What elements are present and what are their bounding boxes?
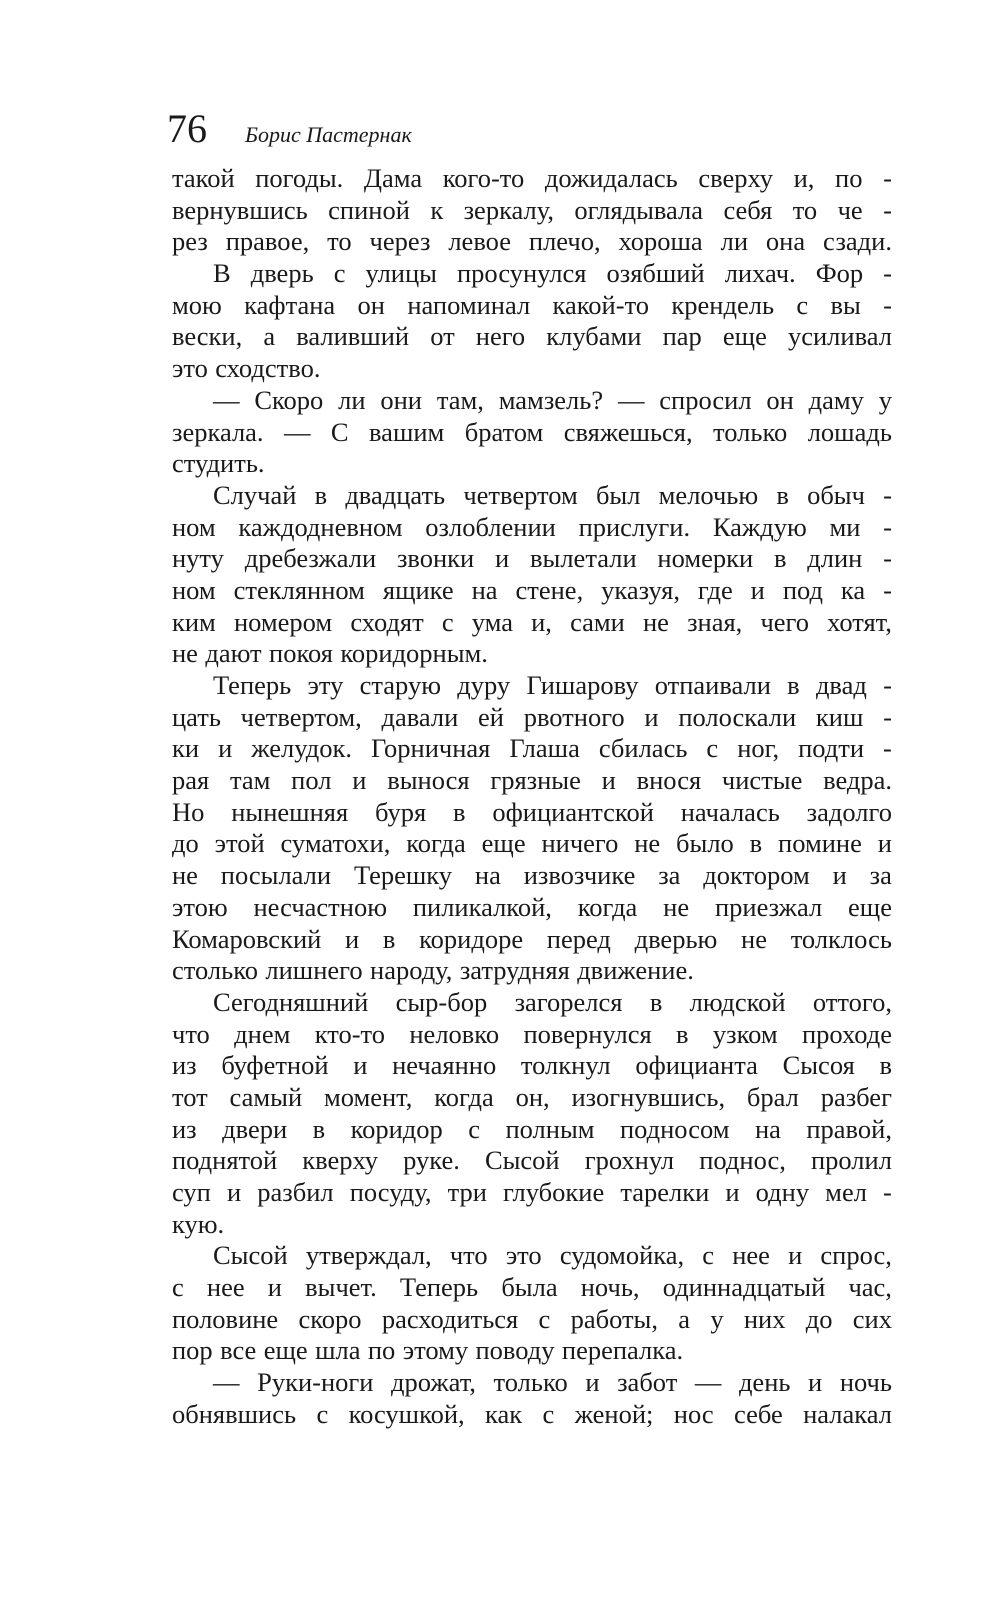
text-line: не дают покоя коридорным. [172, 638, 488, 669]
text-line: это сходство. [172, 353, 321, 384]
text-line: вернувшись спиной к зеркалу, оглядывала себя то че - [172, 194, 892, 225]
text-line: нуту дребезжали звонки и вылетали номерки в длин - [172, 543, 892, 574]
text-line: с нее и вычет. Теперь была ночь, одиннадцатый час, [172, 1272, 892, 1303]
text-line: суп и разбил посуду, три глубокие тарелки и одну мел - [172, 1177, 892, 1207]
page-number: 76 [167, 106, 207, 151]
body-text [172, 163, 892, 1431]
text-line: до этой суматохи, когда еще ничего не было в помине и [172, 828, 892, 859]
page-header [167, 104, 412, 154]
text-line: В дверь с улицы просунулся озябший лихач. Фор - [213, 258, 892, 289]
text-line: половине скоро расходиться с работы, а у них до сих [172, 1303, 892, 1334]
text-line: что днем кто-то неловко повернулся в узком проходе [172, 1018, 892, 1049]
text-line: не посылали Терешку на извозчике за доктором и за [172, 860, 892, 891]
text-line: студить. [172, 448, 265, 479]
text-line: ки и желудок. Горничная Глаша сбилась с ног, подти - [172, 733, 892, 764]
text-line: пор все еще шла по этому поводу перепалка. [172, 1335, 684, 1366]
text-line: из буфетной и нечаянно толкнул официанта Сысоя в [172, 1050, 892, 1081]
text-line: Сысой утверждал, что это судомойка, с нее и спрос, [213, 1240, 892, 1271]
text-line: Комаровский и в коридоре перед дверью не толклось [172, 923, 892, 954]
text-line: Но нынешняя буря в официантской началась задолго [172, 796, 892, 827]
text-line: рез правое, то через левое плечо, хороша ли она сзади. [172, 226, 892, 257]
text-line: обнявшись с косушкой, как с женой; нос себе налакал [172, 1398, 892, 1429]
text-line: рая там пол и вынося грязные и внося чистые ведра. [172, 765, 892, 796]
text-line: тот самый момент, когда он, изогнувшись, брал разбег [172, 1081, 892, 1112]
text-line: — Скоро ли они там, мамзель? — спросил он даму у [213, 384, 892, 415]
text-line: Случай в двадцать четвертом был мелочью в обыч - [213, 479, 892, 510]
text-line: — Руки-ноги дрожат, только и забот — день и ночь [213, 1367, 892, 1398]
text-line: этою несчастною пиликалкой, когда не приезжал еще [172, 891, 892, 922]
text-line: Сегодняшний сыр-бор загорелся в людской оттого, [213, 986, 892, 1017]
text-line: Теперь эту старую дуру Гишарову отпаивали в двад - [213, 670, 892, 700]
text-line: кую. [172, 1208, 225, 1239]
text-line: ким номером сходят с ума и, сами не зная, чего хотят, [172, 606, 892, 637]
text-line: из двери в коридор с полным подносом на правой, [172, 1113, 892, 1144]
text-line: ном каждодневном озлоблении прислуги. Каждую ми - [172, 511, 892, 542]
text-line: мою кафтана он напоминал какой-то крендель с вы - [172, 289, 892, 320]
text-line: поднятой кверху руке. Сысой грохнул поднос, пролил [172, 1145, 892, 1176]
running-head-author: Борис Пастернак [245, 122, 412, 147]
text-line: ном стеклянном ящике на стене, указуя, где и под ка - [172, 574, 892, 605]
text-line: вески, а валивший от него клубами пар еще усиливал [172, 321, 892, 352]
text-line: цать четвертом, давали ей рвотного и полоскали киш - [172, 701, 892, 732]
text-line: такой погоды. Дама кого-то дожидалась сверху и, по - [172, 163, 892, 193]
text-line: столько лишнего народу, затрудняя движение. [172, 955, 694, 986]
text-line: зеркала. — С вашим братом свяжешься, только лошадь [172, 416, 892, 447]
